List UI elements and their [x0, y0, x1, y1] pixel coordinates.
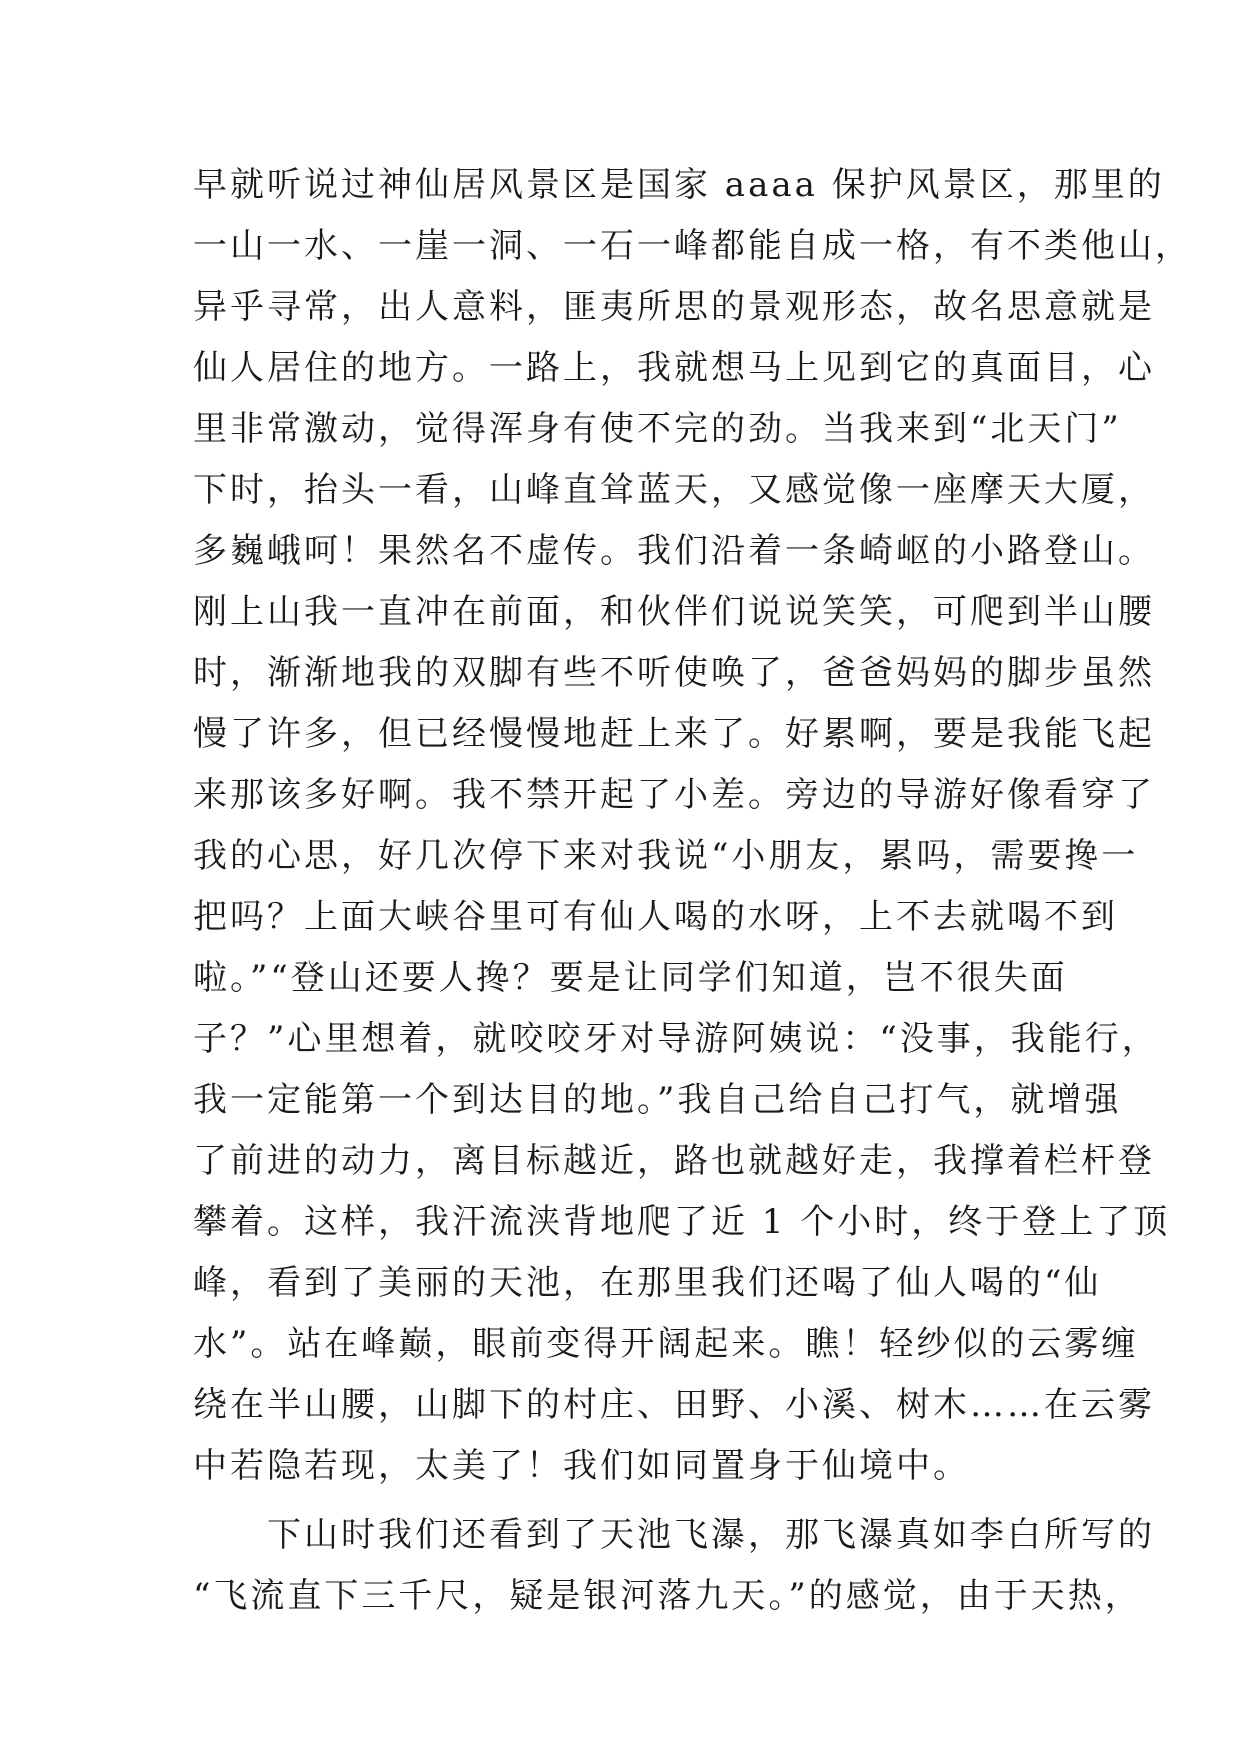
text-line: 中若隐若现，太美了！我们如同置身于仙境中。 [193, 1446, 970, 1486]
text-line: 慢了许多，但已经慢慢地赶上来了。好累啊，要是我能飞起 [193, 714, 1155, 754]
text-line: 下山时我们还看到了天池飞瀑，那飞瀑真如李白所写的 [193, 1515, 1155, 1555]
text-line: “飞流直下三千尺，疑是银河落九天。”的感觉，由于天热， [193, 1576, 1142, 1616]
text-line: 异乎寻常，出人意料，匪夷所思的景观形态，故名思意就是 [193, 287, 1155, 327]
text-line: 多巍峨呵！果然名不虚传。我们沿着一条崎岖的小路登山。 [193, 531, 1155, 571]
text-line: 早就听说过神仙居风景区是国家 aaaa 保护风景区，那里的 [193, 165, 1165, 205]
text-line: 一山一水、一崖一洞、一石一峰都能自成一格，有不类他山， [193, 226, 1192, 266]
text-line: 绕在半山腰，山脚下的村庄、田野、小溪、树木……在云雾 [193, 1385, 1155, 1425]
text-line: 来那该多好啊。我不禁开起了小差。旁边的导游好像看穿了 [193, 775, 1155, 815]
text-line: 水”。站在峰巅，眼前变得开阔起来。瞧！轻纱似的云雾缠 [193, 1324, 1139, 1364]
text-line: 我的心思，好几次停下来对我说“小朋友，累吗，需要搀一 [193, 836, 1139, 876]
text-line: 啦。”“登山还要人搀？要是让同学们知道，岂不很失面 [193, 958, 1068, 998]
document-body [193, 155, 1192, 1627]
text-line: 刚上山我一直冲在前面，和伙伴们说说笑笑，可爬到半山腰 [193, 592, 1155, 632]
text-line: 峰，看到了美丽的天池，在那里我们还喝了仙人喝的“仙 [193, 1263, 1102, 1303]
text-line: 里非常激动，觉得浑身有使不完的劲。当我来到“北天门” [193, 409, 1122, 449]
text-line: 了前进的动力，离目标越近，路也就越好走，我撑着栏杆登 [193, 1141, 1155, 1181]
text-line: 子？”心里想着，就咬咬牙对导游阿姨说：“没事，我能行， [193, 1019, 1159, 1059]
paragraph-gap [193, 1497, 1073, 1505]
text-line: 攀着。这样，我汗流浃背地爬了近 1 个小时，终于登上了顶 [193, 1202, 1171, 1242]
text-line: 仙人居住的地方。一路上，我就想马上见到它的真面目，心 [193, 348, 1155, 388]
text-line: 把吗？上面大峡谷里可有仙人喝的水呀，上不去就喝不到 [193, 897, 1118, 937]
text-line: 我一定能第一个到达目的地。”我自己给自己打气，就增强 [193, 1080, 1122, 1120]
text-line: 时，渐渐地我的双脚有些不听使唤了，爸爸妈妈的脚步虽然 [193, 653, 1155, 693]
text-line: 下时，抬头一看，山峰直耸蓝天，又感觉像一座摩天大厦， [193, 470, 1155, 510]
